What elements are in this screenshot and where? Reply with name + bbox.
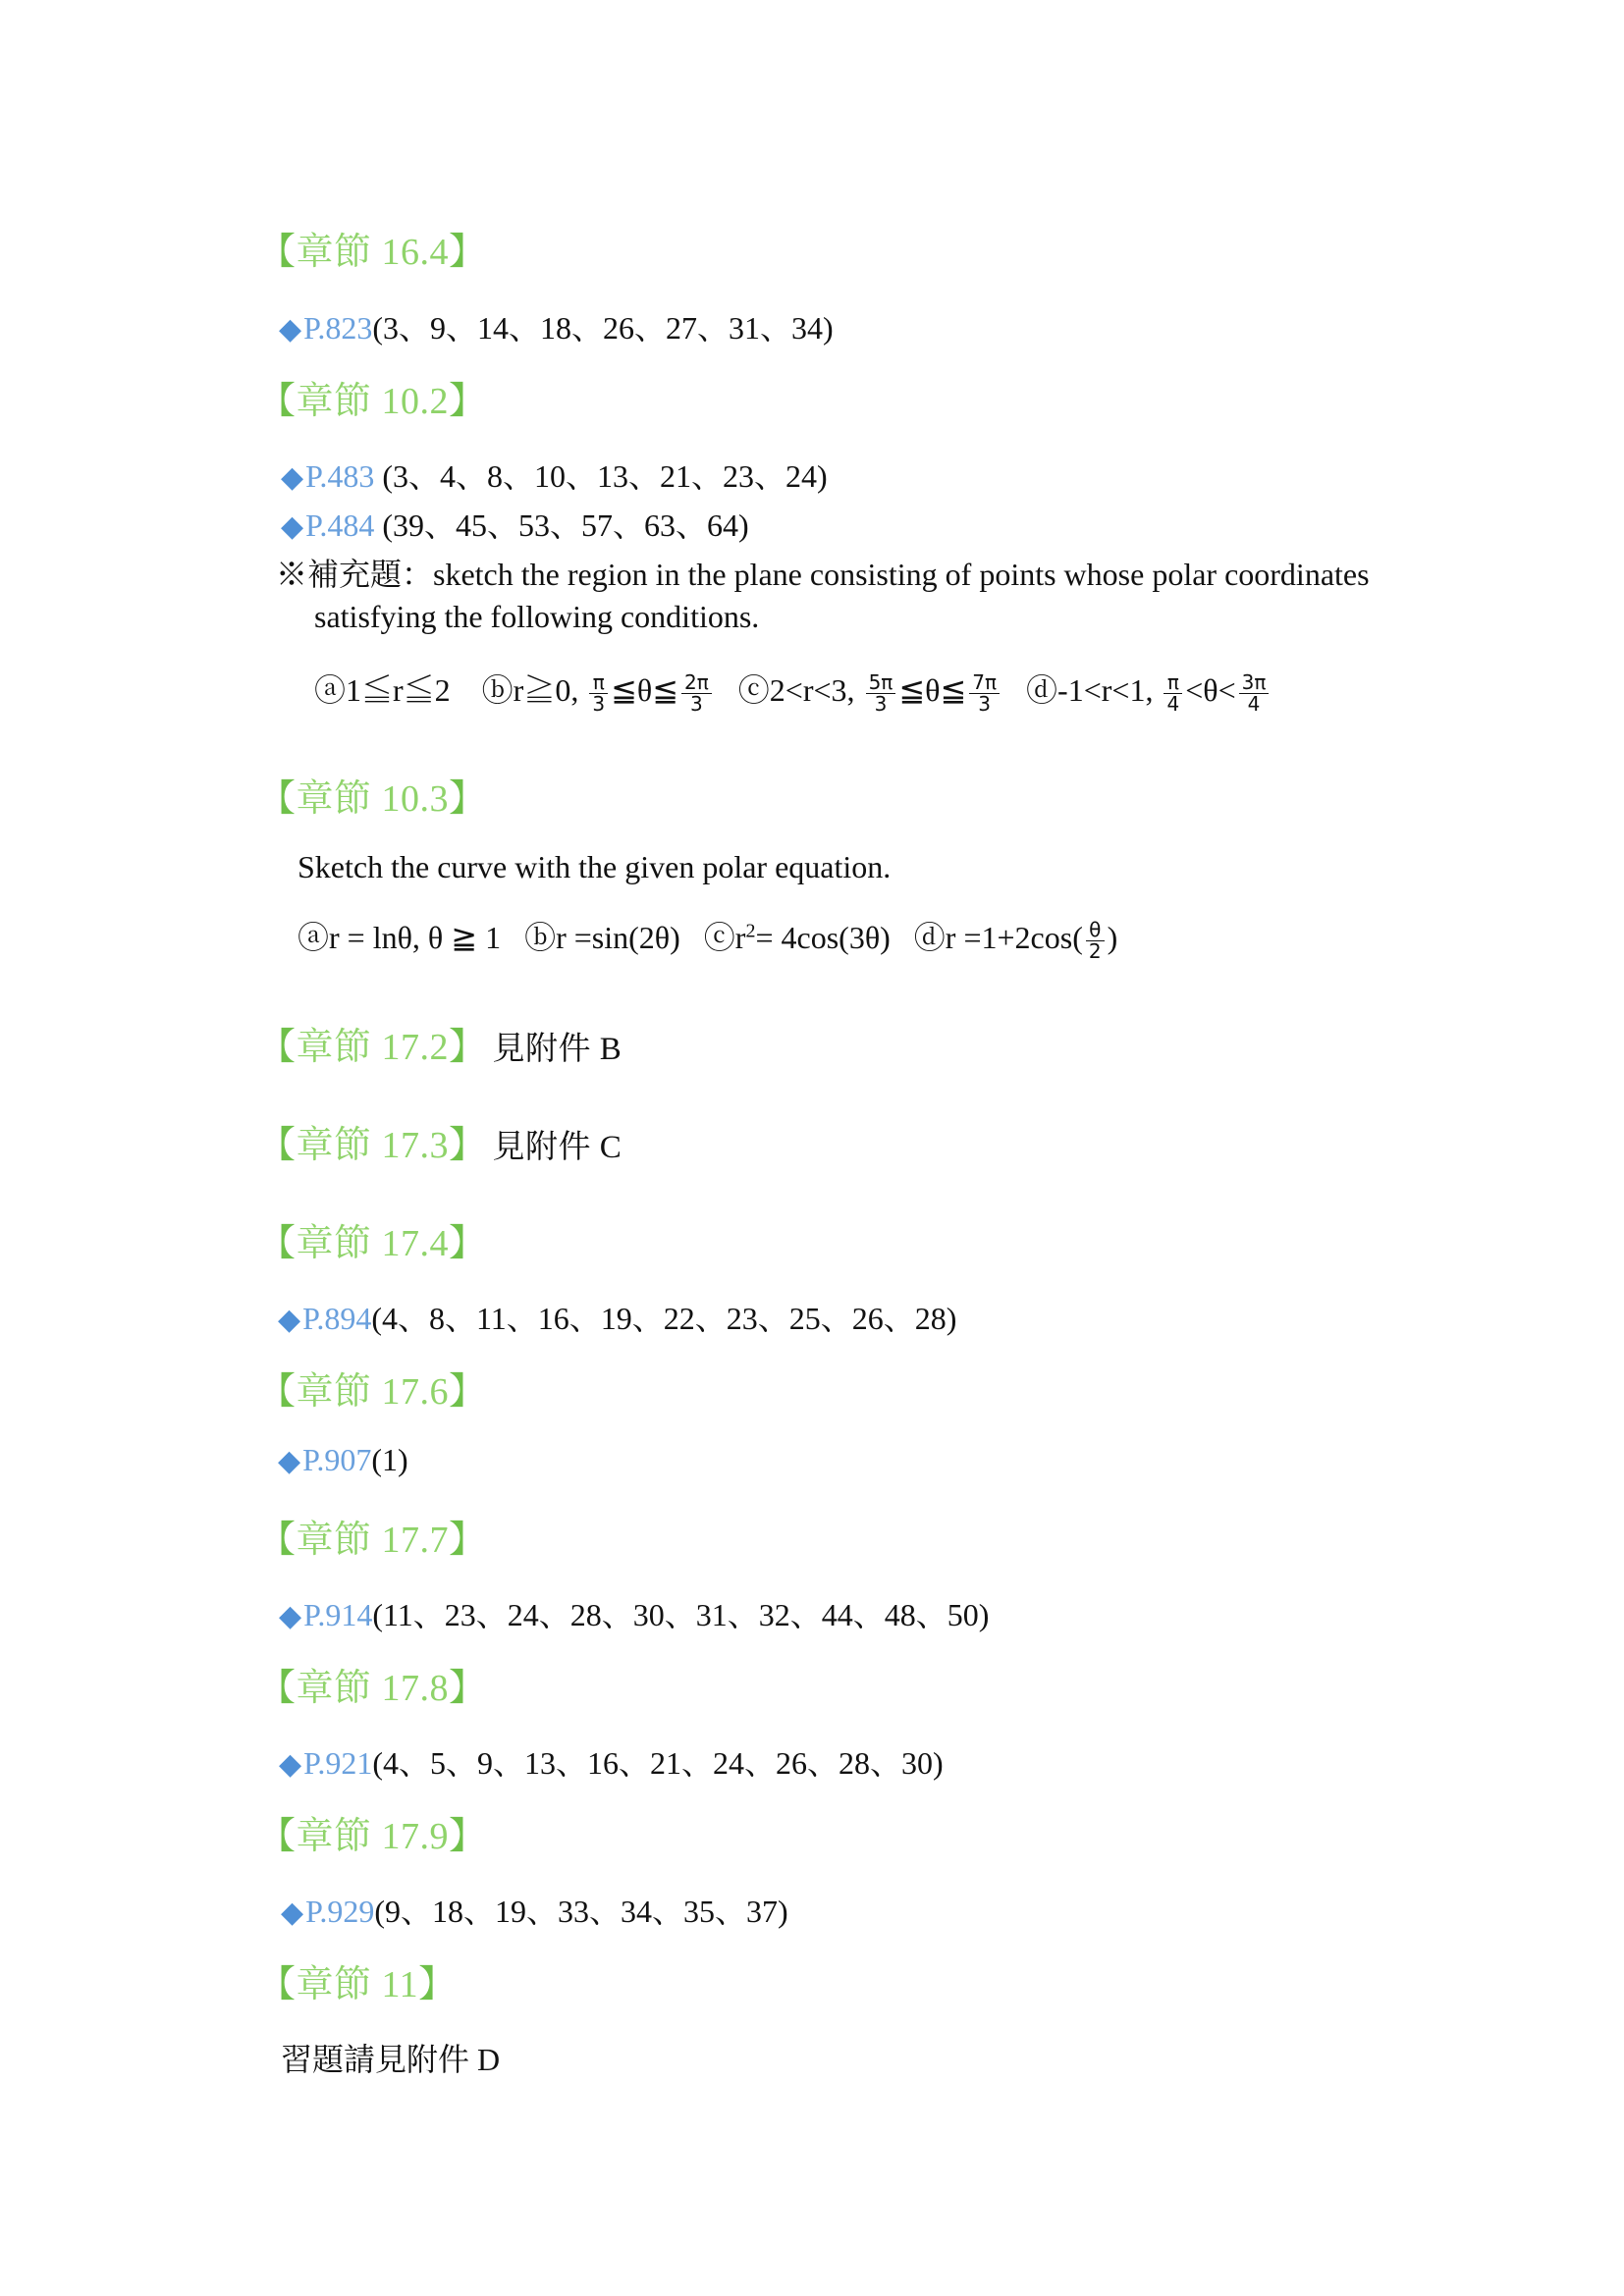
diamond-bullet-icon: ◆ <box>278 1445 301 1477</box>
fraction: $\frac{\theta}{2}$ <box>1086 920 1105 962</box>
condition-a: ⓐ1≦r≦2 <box>314 672 451 708</box>
fraction: $\frac{7\pi}{3}$ <box>969 672 1000 715</box>
problem-item <box>279 1590 989 1635</box>
problem-item <box>279 1738 944 1784</box>
section-heading-17-3: 【章節 17.3】 見附件 C <box>258 1125 623 1166</box>
page-reference: P.483 <box>305 458 375 494</box>
diamond-bullet-icon: ◆ <box>279 1748 302 1781</box>
section-heading-16-4: 【章節 16.4】 <box>258 232 487 273</box>
page-reference: P.921 <box>303 1745 373 1781</box>
problem-list: (11、23、24、28、30、31、32、44、48、50) <box>372 1597 990 1632</box>
section-heading-17-6: 【章節 17.6】 <box>258 1371 487 1413</box>
section-heading-17-8: 【章節 17.8】 <box>258 1668 487 1709</box>
page-reference: P.914 <box>303 1597 373 1632</box>
problem-list: (3、4、8、10、13、21、23、24) <box>374 458 828 494</box>
attachment-note: 見附件 C <box>492 1130 623 1165</box>
problem-item <box>279 303 834 348</box>
section-heading-10-3: 【章節 10.3】 <box>258 778 487 820</box>
diamond-bullet-icon: ◆ <box>279 313 302 346</box>
problem-list: (3、9、14、18、26、27、31、34) <box>372 310 834 346</box>
condition-c: ⓒ2<r<3, $\frac{5\pi}{3}$ ≦θ≦ $\frac{7\pi}{3}$ <box>738 672 1010 708</box>
section-heading-11: 【章節 11】 <box>258 1964 457 2005</box>
equation-c: $ⓒr^2= 4\cos(3\theta)$ <box>703 920 891 955</box>
polar-equations <box>298 913 1117 962</box>
condition-b: ⓑr≧0, $\frac{\pi}{3}$ ≦θ≦ $\frac{2\pi}{3}$ <box>482 672 723 708</box>
problem-item <box>281 501 749 546</box>
instruction-text: Sketch the curve with the given polar equation. <box>298 849 892 884</box>
page-reference: P.929 <box>305 1894 375 1929</box>
polar-conditions <box>314 666 1272 715</box>
attachment-note: 習題請見附件 D <box>281 2042 501 2077</box>
diamond-bullet-icon: ◆ <box>281 1896 304 1929</box>
problem-item <box>281 1887 788 1932</box>
supplement-text: ※補充題：sketch the region in the plane consisting of points whose polar coordinates <box>276 557 1370 592</box>
problem-list: (9、18、19、33、34、35、37) <box>374 1894 788 1929</box>
equation-d: ⓓr =1+2cos( $\frac{\theta}{2}$ ) <box>913 918 1118 964</box>
diamond-bullet-icon: ◆ <box>281 461 304 494</box>
section-heading-10-2: 【章節 10.2】 <box>258 381 487 422</box>
fraction: $\frac{3\pi}{4}$ <box>1239 672 1270 715</box>
condition-d: ⓓ-1<r<1, $\frac{\pi}{4}$ <θ< $\frac{3\pi}{4}$ <box>1026 672 1272 708</box>
section-heading-17-7: 【章節 17.7】 <box>258 1520 487 1561</box>
fraction: $\frac{2\pi}{3}$ <box>681 672 712 715</box>
problem-list: (4、5、9、13、16、21、24、26、28、30) <box>372 1745 944 1781</box>
fraction: $\frac{\pi}{4}$ <box>1164 672 1182 715</box>
page-reference: P.894 <box>302 1301 372 1336</box>
fraction: $\frac{5\pi}{3}$ <box>866 672 896 715</box>
diamond-bullet-icon: ◆ <box>281 510 304 543</box>
page-reference: P.484 <box>305 507 375 543</box>
problem-item <box>278 1442 408 1478</box>
fraction: $\frac{\pi}{3}$ <box>589 672 608 715</box>
attachment-note: 見附件 B <box>492 1032 623 1067</box>
diamond-bullet-icon: ◆ <box>279 1600 302 1632</box>
equation-a: ⓐr = lnθ, θ ≧ 1 <box>298 920 502 955</box>
supplement-text-cont: satisfying the following conditions. <box>314 599 760 634</box>
problem-list: (39、45、53、57、63、64) <box>374 507 749 543</box>
page-reference: P.823 <box>303 310 373 346</box>
section-heading-17-9: 【章節 17.9】 <box>258 1816 487 1857</box>
diamond-bullet-icon: ◆ <box>278 1304 301 1336</box>
equation-b: ⓑr =sin(2θ) <box>524 920 680 955</box>
problem-list: (1) <box>371 1442 408 1477</box>
section-heading-17-2: 【章節 17.2】 見附件 B <box>258 1027 623 1068</box>
problem-item <box>278 1294 956 1339</box>
page-reference: P.907 <box>302 1442 372 1477</box>
problem-item <box>281 452 828 497</box>
problem-list: (4、8、11、16、19、22、23、25、26、28) <box>371 1301 957 1336</box>
section-heading-17-4: 【章節 17.4】 <box>258 1223 487 1264</box>
